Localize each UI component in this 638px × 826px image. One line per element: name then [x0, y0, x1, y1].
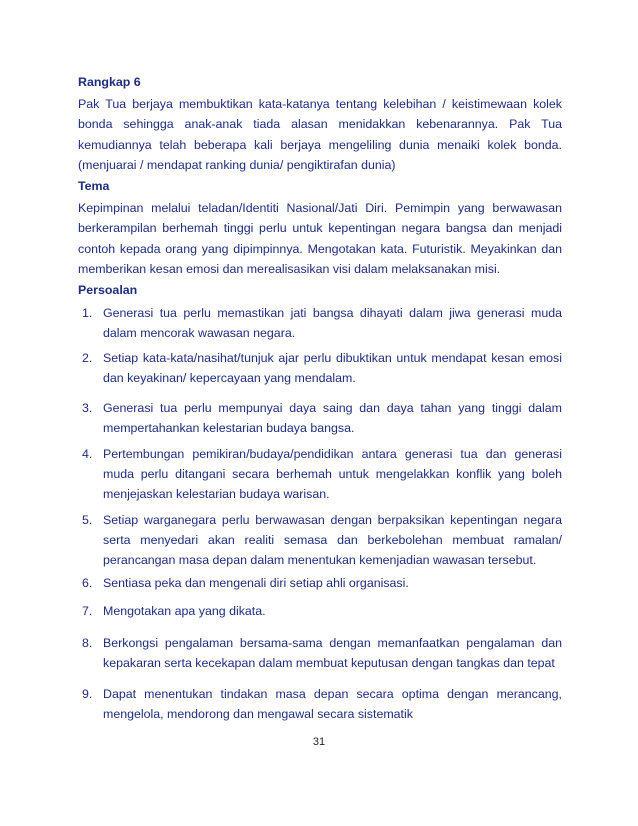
section-heading-persoalan: Persoalan: [78, 283, 138, 298]
list-item-number: 1.: [82, 306, 93, 321]
list-item-number: 9.: [82, 687, 93, 702]
document-body: [78, 72, 562, 724]
list-item: [78, 303, 562, 343]
text-line: contoh kepada orang yang dipimpinnya. Mengotakan kata. Futuristik. Meyakinkan dan: [78, 241, 562, 256]
list-item-number: 7.: [82, 604, 93, 619]
text-line: muda perlu ditangani secara berhemah untuk mengelakkan konflik yang boleh: [103, 467, 562, 482]
list-item: [78, 573, 562, 593]
text-line: kemudiannya telah beberapa kali berjaya mengeliling dunia menaiki kolek bonda.: [78, 137, 562, 152]
text-line: mengelola, mendorong dan mengawal secara sistematik: [103, 707, 413, 722]
text-line: mempertahankan kelestarian budaya bangsa.: [103, 421, 355, 436]
rangkap-paragraph: [78, 94, 562, 175]
text-line: perancangan masa depan dalam menentukan kemenjadian wawasan tersebut.: [103, 553, 537, 568]
section-heading-tema: Tema: [78, 179, 110, 194]
list-item: [78, 684, 562, 724]
list-item: [78, 398, 562, 438]
text-line: (menjuarai / mendapat ranking dunia/ pengiktirafan dunia): [78, 157, 396, 172]
text-line: berkerampilan berhemah tinggi perlu untuk kepentingan negara bangsa dan menjadi: [78, 221, 562, 236]
tema-paragraph: [78, 198, 562, 279]
text-line: Kepimpinan melalui teladan/Identiti Nasional/Jati Diri. Pemimpin yang berwawasan: [78, 201, 562, 216]
list-item-number: 6.: [82, 576, 93, 591]
page-number: 31: [312, 736, 326, 748]
list-item: [78, 633, 562, 673]
text-line: serta menyedari akan realiti semasa dan berkebolehan membuat ramalan/: [103, 533, 562, 548]
text-line: dalam mencorak wawasan negara.: [103, 326, 296, 341]
list-item: [78, 510, 562, 570]
text-line: Dapat menentukan tindakan masa depan secara optima dengan merancang,: [103, 687, 562, 702]
list-item-number: 5.: [82, 513, 93, 528]
section-heading-rangkap: Rangkap 6: [78, 75, 141, 89]
list-item: [78, 348, 562, 388]
text-line: Pertembungan pemikiran/budaya/pendidikan antara generasi tua dan generasi: [103, 447, 562, 462]
text-line: Generasi tua perlu mempunyai daya saing dan daya tahan yang tinggi dalam: [103, 401, 562, 416]
text-line: kepakaran serta kecekapan dalam membuat keputusan dengan tangkas dan tepat: [103, 656, 555, 671]
list-item-number: 8.: [82, 636, 93, 651]
list-item: [78, 601, 562, 621]
text-line: Setiap kata-kata/nasihat/tunjuk ajar perlu dibuktikan untuk mendapat kesan emosi: [103, 351, 562, 366]
text-line: dan keyakinan/ kepercayaan yang mendalam.: [103, 371, 356, 386]
text-line: Setiap warganegara perlu berwawasan dengan berpaksikan kepentingan negara: [103, 513, 562, 528]
text-line: memberikan kesan emosi dan merealisasikan visi dalam melaksanakan misi.: [78, 262, 501, 277]
list-item-number: 4.: [82, 447, 93, 462]
text-line: Sentiasa peka dan mengenali diri setiap ahli organisasi.: [103, 576, 409, 591]
text-line: Mengotakan apa yang dikata.: [103, 604, 266, 619]
persoalan-list: [78, 303, 562, 724]
list-item-number: 3.: [82, 401, 93, 416]
text-line: Berkongsi pengalaman bersama-sama dengan memanfaatkan pengalaman dan: [103, 636, 562, 651]
text-line: Pak Tua berjaya membuktikan kata-katanya tentang kelebihan / keistimewaan kolek: [78, 97, 562, 111]
text-line: menjejaskan kelestarian budaya warisan.: [103, 487, 330, 502]
list-item-number: 2.: [82, 351, 93, 366]
text-line: bonda sehingga anak-anak tiada alasan menidakkan kebenarannya. Pak Tua: [78, 117, 562, 132]
text-line: Generasi tua perlu memastikan jati bangsa dihayati dalam jiwa generasi muda: [103, 306, 562, 321]
list-item: [78, 444, 562, 504]
